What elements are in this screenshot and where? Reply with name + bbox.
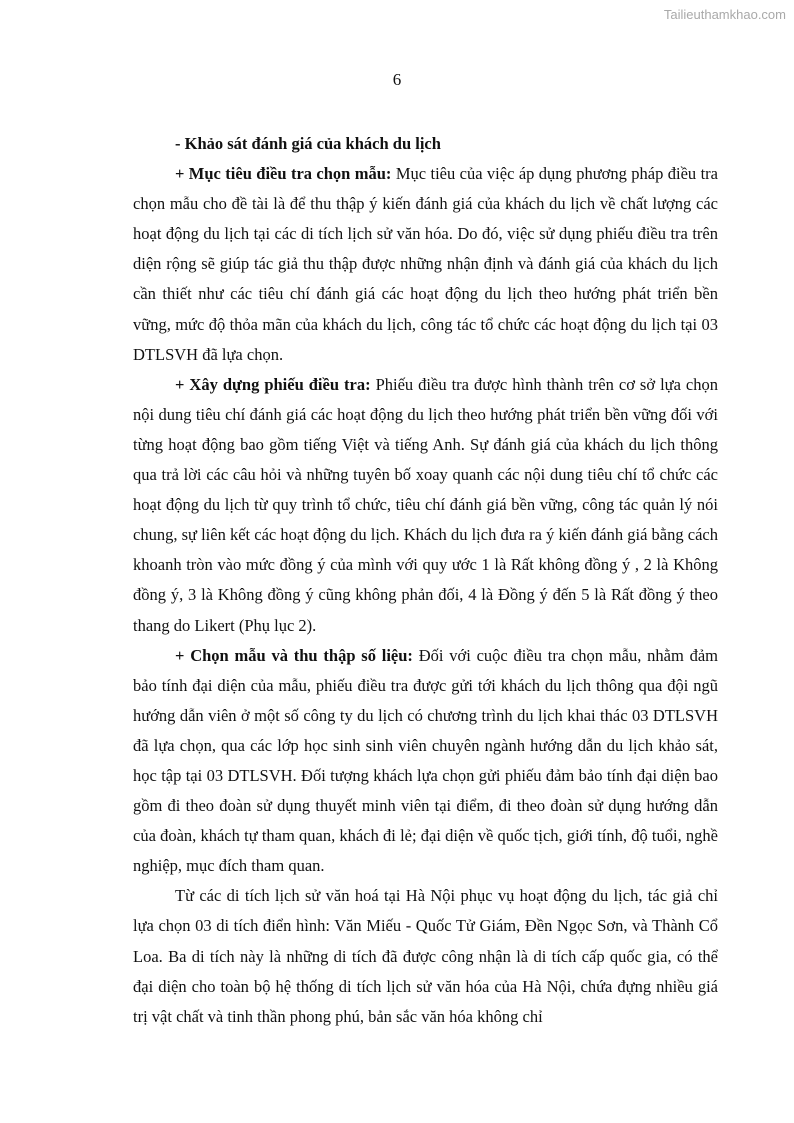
- paragraph-label: + Mục tiêu điều tra chọn mẫu:: [175, 164, 392, 184]
- page-number: 6: [392, 70, 402, 89]
- paragraph-text: Từ các di tích lịch sử văn hoá tại Hà Nội phục vụ hoạt động du lịch, tác giả chỉ lựa chọn 03 di tích điển hình: Văn Miếu - Quốc Tử Giám, Đền Ngọc Sơn, và Thành Cổ Loa. Ba di tích này là những di tích đã được công nhận là di tích cấp quốc gia, có thể đại diện cho toàn bộ hệ thống di tích lịch sử văn hóa của Hà Nội, chứa đựng nhiều giá trị vật chất và tinh thần phong phú, bản sắc văn hóa không chỉ: [133, 886, 718, 1026]
- paragraph-sampling: [133, 641, 718, 882]
- paragraph-label: + Xây dựng phiếu điều tra:: [175, 374, 371, 394]
- paragraph-label: + Chọn mẫu và thu thập số liệu:: [175, 645, 413, 665]
- paragraph-text: Đối với cuộc điều tra chọn mẫu, nhằm đảm bảo tính đại diện của mẫu, phiếu điều tra được gửi tới khách du lịch thông qua đội ngũ hướng dẫn viên ở một số công ty du lịch có chương trình du lịch khai thác 03 DTLSVH đã lựa chọn, qua các lớp học sinh sinh viên chuyên ngành hướng dẫn du lịch khảo sát, học tập tại 03 DTLSVH. Đối tượng khách lựa chọn gửi phiếu đảm bảo tính đại diện bao gồm đi theo đoàn sử dụng thuyết minh viên tại điểm, đi theo đoàn sử dụng hướng dẫn của đoàn, khách tự tham quan, khách đi lẻ; đại diện về quốc tịch, giới tính, độ tuổi, nghề nghiệp, mục đích tham quan.: [133, 645, 718, 876]
- document-body: [133, 129, 718, 1032]
- paragraph-site-selection: [133, 881, 718, 1031]
- section-heading: - Khảo sát đánh giá của khách du lịch: [175, 134, 441, 153]
- paragraph-text: Mục tiêu của việc áp dụng phương pháp điều tra chọn mẫu cho đề tài là để thu thập ý kiến đánh giá của khách du lịch về chất lượng các hoạt động du lịch tại các di tích lịch sử văn hóa. Do đó, việc sử dụng phiếu điều tra trên diện rộng sẽ giúp tác giả thu thập được những nhận định và đánh giá của khách du lịch cần thiết như các tiêu chí đánh giá các hoạt động du lịch theo hướng phát triển bền vững, mức độ thỏa mãn của khách du lịch, công tác tổ chức các hoạt động du lịch tại 03 DTLSVH đã lựa chọn.: [133, 164, 718, 364]
- paragraph-questionnaire-design: [133, 370, 718, 641]
- watermark: Tailieuthamkhao.com: [663, 7, 786, 22]
- paragraph-text: Phiếu điều tra được hình thành trên cơ sở lựa chọn nội dung tiêu chí đánh giá các hoạt động du lịch theo hướng phát triển bền vững đối với từng hoạt động bao gồm tiếng Việt và tiếng Anh. Sự đánh giá của khách du lịch thông qua trả lời các câu hỏi và những tuyên bố xoay quanh các nội dung tiêu chí tổ chức các hoạt động du lịch từ quy trình tổ chức, tiêu chí đánh giá bền vững, công tác quản lý nói chung, sự liên kết các hoạt động du lịch. Khách du lịch đưa ra ý kiến đánh giá bằng cách khoanh tròn vào mức đồng ý của mình với quy ước 1 là Rất không đồng ý , 2 là Không đồng ý, 3 là Không đồng ý cũng không phản đối, 4 là Đồng ý đến 5 là Rất đồng ý theo thang do Likert (Phụ lục 2).: [133, 374, 718, 635]
- paragraph-survey-objective: [133, 159, 718, 370]
